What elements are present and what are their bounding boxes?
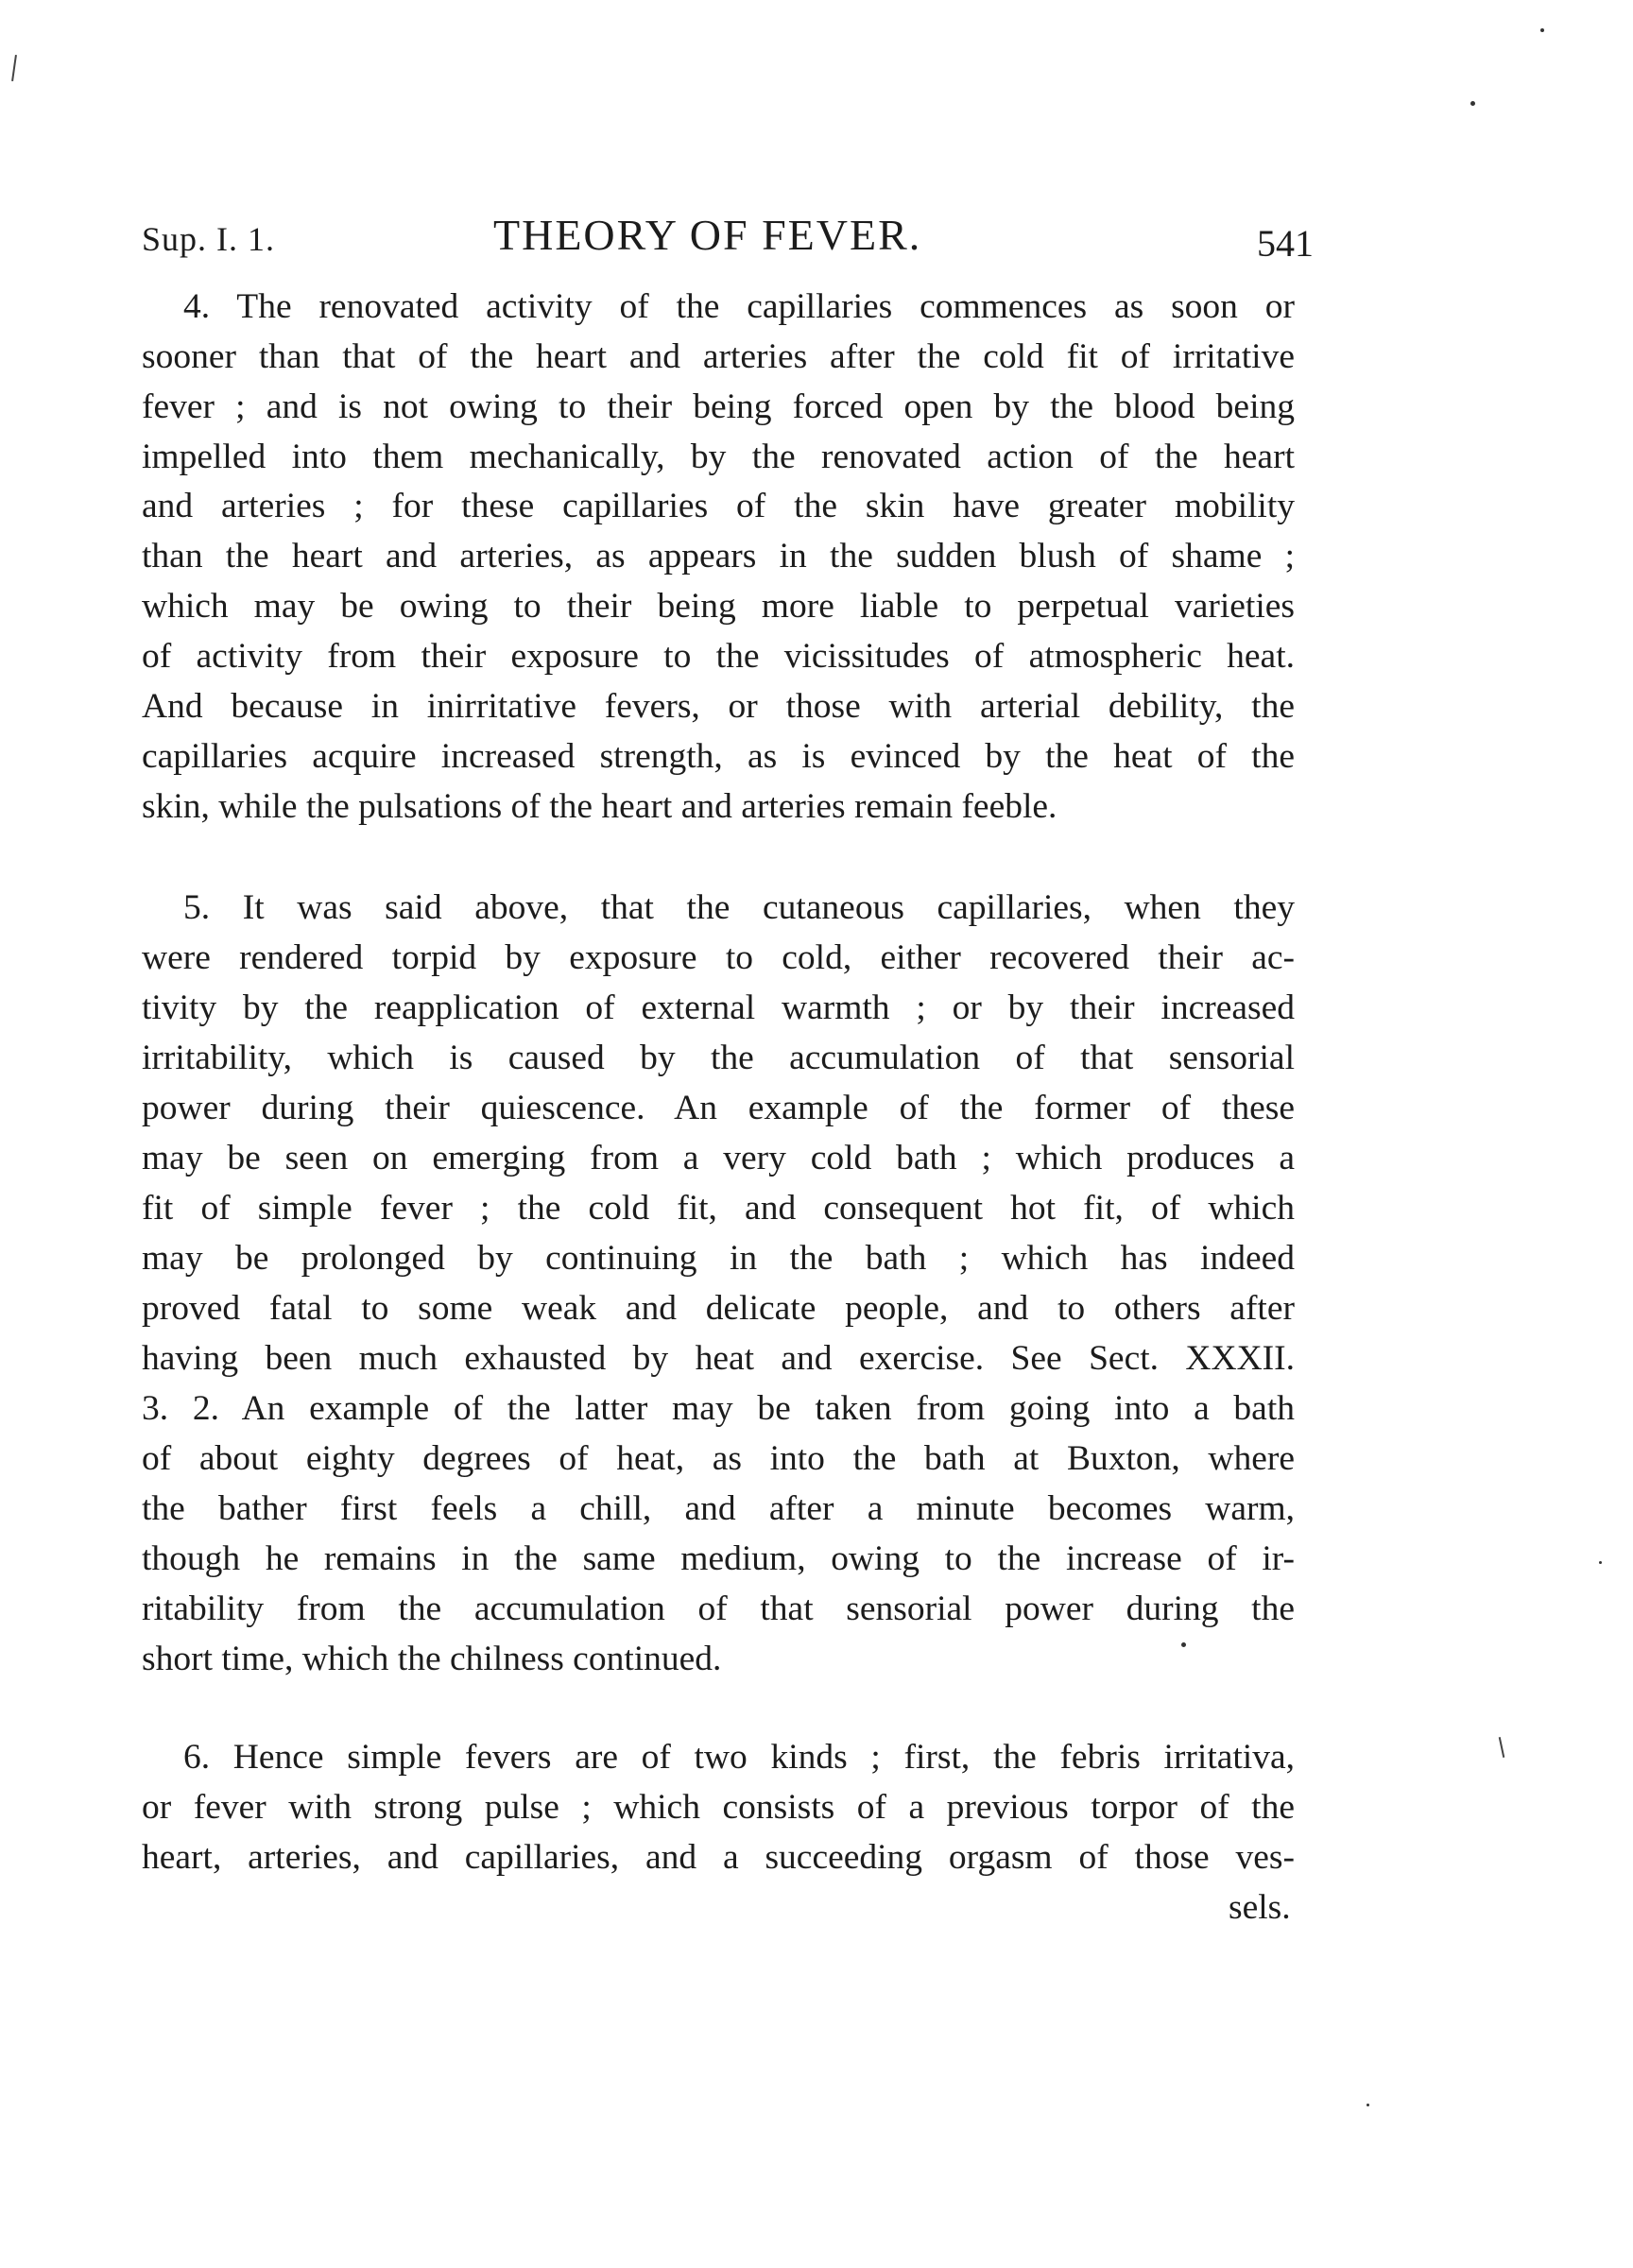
text-line: 5. It was said above, that the cutaneous capillaries, when they — [183, 888, 1295, 927]
text-line: the bather first feels a chill, and after a minute becomes warm, — [142, 1489, 1295, 1528]
running-header — [142, 210, 1314, 266]
text-line: having been much exhausted by heat and exercise. See Sect. XXXII. — [142, 1339, 1295, 1378]
stray-mark — [1367, 2104, 1369, 2106]
catchword: sels. — [1229, 1888, 1291, 1927]
text-line: 6. Hence simple fevers are of two kinds ; first, the febris irritativa, — [183, 1738, 1295, 1777]
section-reference: Sup. I. 1. — [142, 220, 276, 258]
stray-mark — [11, 55, 17, 81]
text-line: fever ; and is not owing to their being forced open by the blood being — [142, 387, 1295, 426]
stray-mark — [1181, 1642, 1186, 1647]
text-line: skin, while the pulsations of the heart and arteries remain feeble. — [142, 787, 1057, 826]
text-line: heart, arteries, and capillaries, and a succeeding orgasm of those ves- — [142, 1838, 1295, 1877]
text-line: impelled into them mechanically, by the renovated action of the heart — [142, 438, 1295, 476]
text-line: which may be owing to their being more liable to perpetual varieties — [142, 587, 1295, 626]
text-line: and arteries ; for these capillaries of the skin have greater mobility — [142, 487, 1295, 525]
text-line: capillaries acquire increased strength, as is evinced by the heat of the — [142, 737, 1295, 776]
page-title: THEORY OF FEVER. — [493, 211, 922, 259]
text-line: 3. 2. An example of the latter may be taken from going into a bath — [142, 1389, 1295, 1428]
text-line: may be seen on emerging from a very cold bath ; which produces a — [142, 1139, 1295, 1177]
stray-mark — [1499, 1737, 1505, 1758]
text-line: ritability from the accumulation of that sensorial power during the — [142, 1589, 1295, 1628]
text-line: power during their quiescence. An example of the former of these — [142, 1089, 1295, 1127]
text-line: short time, which the chilness continued. — [142, 1640, 722, 1678]
text-line: though he remains in the same medium, owing to the increase of ir- — [142, 1539, 1295, 1578]
text-line: or fever with strong pulse ; which consists of a previous torpor of the — [142, 1788, 1295, 1827]
text-line: of about eighty degrees of heat, as into the bath at Buxton, where — [142, 1439, 1295, 1478]
text-line: than the heart and arteries, as appears in the sudden blush of shame ; — [142, 537, 1295, 576]
text-line: And because in inirritative fevers, or those with arterial debility, the — [142, 687, 1295, 726]
text-line: sooner than that of the heart and arteries after the cold fit of irritative — [142, 337, 1295, 376]
text-line: may be prolonged by continuing in the bath ; which has indeed — [142, 1239, 1295, 1278]
stray-mark — [1599, 1561, 1602, 1564]
text-line: proved fatal to some weak and delicate people, and to others after — [142, 1289, 1295, 1328]
stray-mark — [1470, 101, 1475, 106]
text-line: 4. The renovated activity of the capillaries commences as soon or — [183, 287, 1295, 326]
page-number: 541 — [1257, 222, 1314, 265]
text-line: tivity by the reapplication of external warmth ; or by their increased — [142, 988, 1295, 1027]
text-line: irritability, which is caused by the accumulation of that sensorial — [142, 1039, 1295, 1077]
text-line: fit of simple fever ; the cold fit, and consequent hot fit, of which — [142, 1189, 1295, 1228]
text-line: of activity from their exposure to the vicissitudes of atmospheric heat. — [142, 637, 1295, 676]
text-line: were rendered torpid by exposure to cold, either recovered their ac- — [142, 938, 1295, 977]
stray-mark — [1540, 28, 1544, 32]
